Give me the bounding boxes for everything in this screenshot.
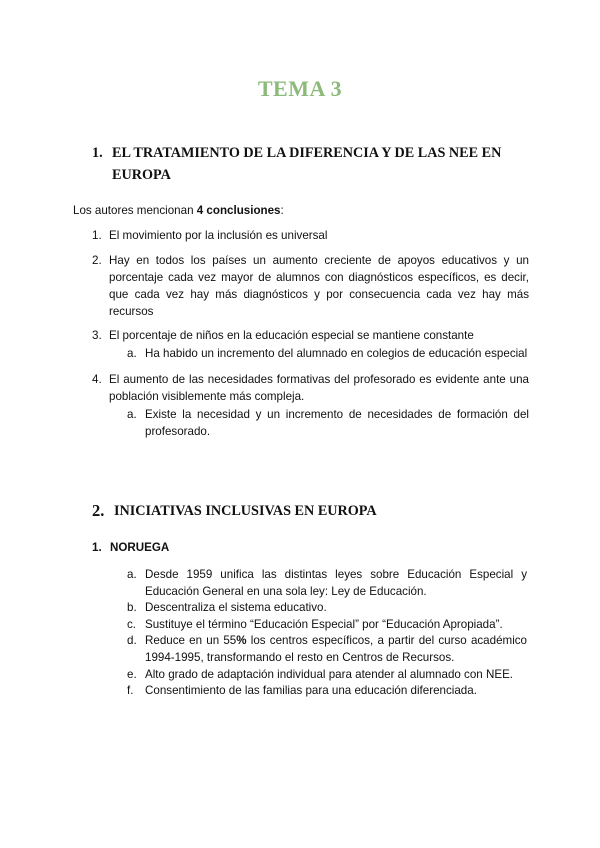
list-item-text: El aumento de las necesidades formativas del profesorado es evidente ante una población visiblemente más compleja.	[109, 373, 529, 403]
conclusions-list	[92, 227, 529, 448]
sub-list-item-text: Ha habido un incremento del alumnado en colegios de educación especial	[145, 347, 528, 360]
list-item-text-suffix: los centros específicos, a partir del curso académico 1994-1995, transformando el resto en Centros de Recursos.	[145, 634, 528, 664]
list-item-text: Descentraliza el sistema educativo.	[145, 601, 327, 615]
intro-paragraph	[73, 202, 533, 219]
list-item-letter: c.	[127, 617, 137, 631]
sub-list-item-letter: a.	[127, 347, 137, 360]
subsection-title: NORUEGA	[110, 541, 170, 554]
section-2-title: INICIATIVAS INCLUSIVAS EN EUROPA	[114, 503, 377, 519]
section-2-number: 2.	[92, 501, 105, 520]
list-item-letter: b.	[127, 601, 137, 615]
sub-list-item	[109, 345, 529, 362]
intro-suffix: :	[280, 204, 284, 217]
list-item-text: Hay en todos los países un aumento creciente de apoyos educativos y un porcentaje cada vez mayor de alumnos con diagnósticos específicos, es decir, que cada vez hay más diagnósticos y por consecuencia cada vez hay más recursos	[109, 254, 529, 318]
list-item-text: Desde 1959 unifica las distintas leyes sobre Educación Especial y Educación General en una sola ley: Ley de Educación.	[145, 568, 527, 598]
page-title: TEMA 3	[257, 76, 343, 101]
section-1-number: 1.	[92, 145, 103, 161]
list-item-text: El porcentaje de niños en la educación especial se mantiene constante	[109, 329, 474, 342]
subsection-heading	[92, 541, 169, 554]
subsection-number: 1.	[92, 541, 102, 554]
list-item	[92, 327, 529, 362]
sub-list-item-letter: a.	[127, 408, 137, 421]
list-item-letter: f.	[127, 684, 134, 698]
list-item	[127, 683, 527, 700]
list-item	[127, 633, 527, 666]
list-item	[127, 600, 527, 617]
list-item-number: 4.	[92, 373, 102, 386]
list-item	[92, 371, 529, 440]
list-item-letter: e.	[127, 667, 137, 681]
list-item-number: 2.	[92, 254, 102, 267]
list-item-letter: a.	[127, 568, 137, 581]
list-item	[127, 667, 527, 684]
list-item	[127, 617, 527, 634]
intro-prefix: Los autores mencionan	[73, 204, 197, 217]
list-item-text: Alto grado de adaptación individual para atender al alumnado con NEE.	[145, 667, 514, 681]
list-item-text: El movimiento por la inclusión es universal	[109, 229, 328, 242]
norway-initiatives-list	[127, 567, 527, 700]
list-item-text: Sustituye el término “Educación Especial” por “Educación Apropiada”.	[145, 617, 503, 631]
section-1-heading	[92, 142, 532, 186]
sub-list-item-text: Existe la necesidad y un incremento de necesidades de formación del profesorado.	[145, 408, 529, 438]
section-2-heading	[92, 500, 532, 522]
list-item-number: 3.	[92, 329, 102, 342]
list-item	[92, 227, 529, 244]
list-item-text: Consentimiento de las familias para una educación diferenciada.	[145, 684, 477, 698]
list-item-bold: %	[236, 634, 247, 648]
list-item-letter: d.	[127, 634, 137, 648]
section-1-title: EL TRATAMIENTO DE LA DIFERENCIA Y DE LAS NEE EN EUROPA	[112, 145, 502, 183]
list-item	[127, 567, 527, 600]
list-item	[92, 252, 529, 320]
sub-list-item	[109, 406, 529, 440]
list-item-text: Reduce en un 55	[145, 634, 237, 648]
intro-bold: 4 conclusiones	[196, 204, 281, 217]
list-item-number: 1.	[92, 229, 102, 242]
